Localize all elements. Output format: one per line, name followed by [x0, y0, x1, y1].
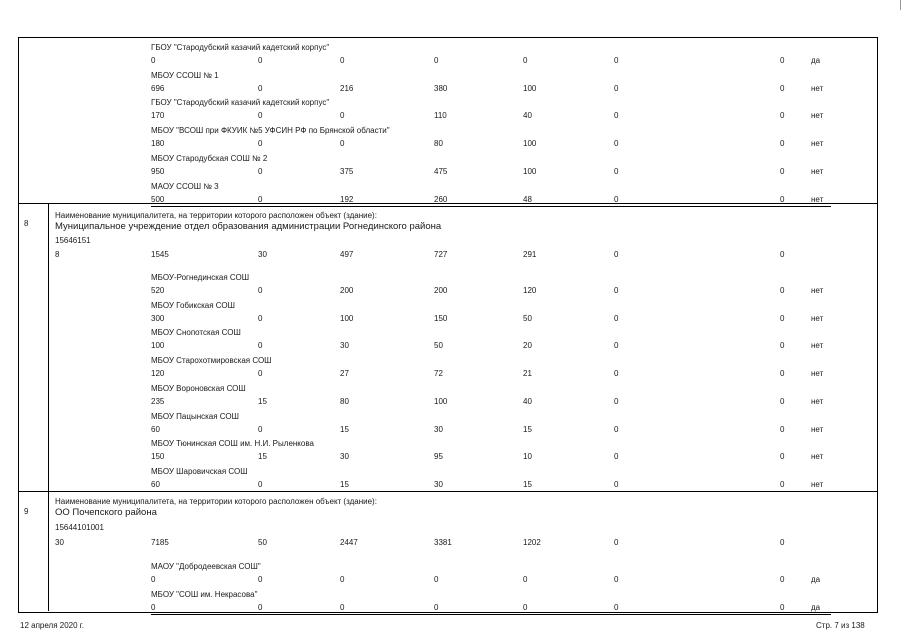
row-name: МБОУ Гобикская СОШ: [151, 300, 235, 310]
organization-name: Муниципальное учреждение отдел образования администрации Рогнединского района: [55, 221, 442, 232]
total-value: 0: [780, 538, 785, 547]
row-value: 0: [258, 369, 263, 379]
row-value: 0: [614, 56, 619, 65]
footer-page-number: Стр. 7 из 138: [816, 621, 865, 630]
row-value: 0: [780, 369, 785, 379]
row-value: 0: [780, 575, 785, 584]
total-value: 3381: [434, 538, 452, 547]
organization-code: 15646151: [55, 236, 91, 245]
total-value: 727: [434, 250, 448, 259]
row-value: 0: [780, 341, 785, 351]
row-value: 48: [523, 194, 532, 204]
row-value: 0: [258, 602, 263, 612]
row-flag: нет: [811, 396, 824, 406]
row-value: 0: [780, 139, 785, 149]
row-name: ГБОУ "Стародубский казачий кадетский корпус": [151, 98, 330, 108]
row-name: МБОУ-Рогнединская СОШ: [151, 273, 250, 282]
row-value: 192: [340, 194, 354, 204]
row-value: 100: [523, 83, 537, 93]
row-name: МБОУ Вороновская СОШ: [151, 383, 246, 393]
row-value: 100: [151, 341, 165, 351]
row-value: 0: [151, 56, 156, 65]
row-value: 0: [780, 286, 785, 295]
row-value: 0: [258, 424, 263, 434]
row-flag: да: [811, 56, 821, 65]
row-value: 0: [780, 83, 785, 93]
row-value: 100: [523, 139, 537, 149]
section-number: 8: [24, 219, 29, 228]
row-value: 0: [614, 396, 619, 406]
row-value: 0: [258, 341, 263, 351]
row-value: 80: [340, 396, 349, 406]
row-value: 27: [340, 369, 349, 379]
row-value: 170: [151, 111, 165, 121]
row-flag: нет: [811, 452, 824, 462]
row-flag: нет: [811, 111, 824, 121]
row-flag: нет: [811, 83, 824, 93]
total-value: 0: [780, 250, 785, 259]
row-value: 60: [151, 479, 160, 489]
row-value: 0: [780, 313, 785, 323]
row-value: 216: [340, 83, 354, 93]
total-value: 30: [55, 538, 64, 547]
total-value: 291: [523, 250, 537, 259]
row-value: 0: [780, 479, 785, 489]
row-flag: нет: [811, 166, 824, 176]
row-value: 0: [780, 111, 785, 121]
row-name: МАОУ ССОШ № 3: [151, 181, 219, 191]
row-value: 20: [523, 341, 532, 351]
section-label: Наименование муниципалитета, на территории которого расположен объект (здание):: [55, 497, 377, 506]
row-value: 80: [434, 139, 443, 149]
total-value: 0: [614, 538, 619, 547]
row-name: МБОУ "ВСОШ при ФКУИК №5 УФСИН РФ по Брянской области": [151, 126, 390, 136]
row-value: 0: [151, 602, 156, 612]
row-value: 0: [340, 56, 345, 65]
row-value: 50: [523, 313, 532, 323]
row-value: 0: [780, 56, 785, 65]
row-value: 475: [434, 166, 448, 176]
section-divider: [18, 203, 877, 204]
row-value: 180: [151, 139, 165, 149]
row-flag: нет: [811, 286, 824, 295]
row-value: 0: [340, 111, 345, 121]
row-name: МБОУ Тюнинская СОШ им. Н.И. Рыленкова: [151, 439, 314, 449]
row-value: 0: [523, 56, 528, 65]
row-value: 0: [258, 194, 263, 204]
row-flag: нет: [811, 424, 824, 434]
row-name: МБОУ Старохотмировская СОШ: [151, 356, 272, 366]
row-value: 40: [523, 111, 532, 121]
total-value: 1202: [523, 538, 541, 547]
total-value: 2447: [340, 538, 358, 547]
row-value: 0: [614, 111, 619, 121]
total-value: 497: [340, 250, 354, 259]
row-value: 0: [780, 602, 785, 612]
row-value: 0: [614, 575, 619, 584]
row-value: 15: [523, 424, 532, 434]
row-underline: [151, 614, 831, 615]
row-flag: да: [811, 602, 821, 612]
row-value: 0: [614, 83, 619, 93]
row-value: 0: [258, 111, 263, 121]
row-value: 0: [614, 166, 619, 176]
row-value: 520: [151, 286, 165, 295]
total-value: 50: [258, 538, 267, 547]
section-number: 9: [24, 507, 29, 516]
row-name: МБОУ Пацынская СОШ: [151, 411, 239, 421]
row-value: 0: [258, 575, 263, 584]
row-value: 40: [523, 396, 532, 406]
row-value: 30: [434, 424, 443, 434]
section-label: Наименование муниципалитета, на территории которого расположен объект (здание):: [55, 211, 377, 220]
row-value: 0: [258, 313, 263, 323]
row-value: 15: [258, 396, 267, 406]
row-value: 0: [151, 575, 156, 584]
row-value: 500: [151, 194, 165, 204]
row-value: 950: [151, 166, 165, 176]
row-name: МАОУ "Добродеевская СОШ": [151, 562, 261, 571]
row-value: 0: [614, 139, 619, 149]
row-value: 0: [258, 286, 263, 295]
row-name: ГБОУ "Стародубский казачий кадетский корпус": [151, 43, 330, 52]
row-underline: [151, 206, 831, 207]
row-value: 150: [434, 313, 448, 323]
row-value: 0: [614, 313, 619, 323]
row-value: 15: [258, 452, 267, 462]
row-value: 0: [258, 83, 263, 93]
row-name: МБОУ ССОШ № 1: [151, 70, 219, 80]
row-value: 380: [434, 83, 448, 93]
row-value: 10: [523, 452, 532, 462]
row-value: 95: [434, 452, 443, 462]
total-value: 30: [258, 250, 267, 259]
row-value: 0: [614, 602, 619, 612]
row-value: 0: [434, 56, 439, 65]
row-value: 0: [614, 341, 619, 351]
row-value: 0: [340, 602, 345, 612]
row-value: 30: [434, 479, 443, 489]
row-value: 0: [434, 602, 439, 612]
row-value: 0: [614, 452, 619, 462]
row-value: 100: [434, 396, 448, 406]
row-value: 0: [614, 369, 619, 379]
row-value: 0: [434, 575, 439, 584]
footer-date: 12 апреля 2020 г.: [20, 621, 84, 630]
page-edge-mark: [900, 0, 901, 10]
row-flag: нет: [811, 341, 824, 351]
row-value: 0: [340, 139, 345, 149]
row-value: 150: [151, 452, 165, 462]
row-value: 0: [780, 166, 785, 176]
row-value: 60: [151, 424, 160, 434]
row-value: 0: [614, 479, 619, 489]
row-value: 0: [780, 424, 785, 434]
row-value: 0: [614, 194, 619, 204]
row-value: 15: [340, 424, 349, 434]
row-value: 200: [434, 286, 448, 295]
row-value: 0: [523, 575, 528, 584]
row-value: 200: [340, 286, 354, 295]
row-value: 30: [340, 452, 349, 462]
row-underline: [151, 491, 831, 492]
row-value: 0: [614, 424, 619, 434]
row-name: МБОУ Стародубская СОШ № 2: [151, 153, 268, 163]
row-value: 100: [523, 166, 537, 176]
organization-code: 15644101001: [55, 523, 104, 532]
total-value: 0: [614, 250, 619, 259]
row-name: МБОУ Шаровичская СОШ: [151, 466, 248, 476]
row-value: 0: [780, 452, 785, 462]
row-flag: нет: [811, 139, 824, 149]
row-value: 120: [151, 369, 165, 379]
row-value: 0: [780, 194, 785, 204]
row-value: 375: [340, 166, 354, 176]
row-value: 30: [340, 341, 349, 351]
total-value: 8: [55, 250, 60, 259]
row-name: МБОУ "СОШ им. Некрасова": [151, 589, 258, 599]
total-value: 1545: [151, 250, 169, 259]
row-value: 50: [434, 341, 443, 351]
row-value: 15: [523, 479, 532, 489]
number-column-divider: [48, 204, 49, 491]
row-flag: нет: [811, 479, 824, 489]
row-value: 696: [151, 83, 165, 93]
row-value: 0: [614, 286, 619, 295]
row-value: 0: [258, 139, 263, 149]
row-value: 21: [523, 369, 532, 379]
row-name: МБОУ Снопотская СОШ: [151, 328, 241, 338]
row-value: 0: [258, 56, 263, 65]
row-value: 0: [340, 575, 345, 584]
organization-name: ОО Почепского района: [55, 507, 157, 518]
total-value: 7185: [151, 538, 169, 547]
row-value: 0: [258, 479, 263, 489]
row-value: 15: [340, 479, 349, 489]
row-value: 300: [151, 313, 165, 323]
row-flag: нет: [811, 194, 824, 204]
number-column-divider: [48, 492, 49, 611]
row-flag: нет: [811, 369, 824, 379]
row-value: 235: [151, 396, 165, 406]
row-flag: нет: [811, 313, 824, 323]
row-flag: да: [811, 575, 821, 584]
row-value: 100: [340, 313, 354, 323]
row-value: 260: [434, 194, 448, 204]
row-value: 0: [523, 602, 528, 612]
row-value: 120: [523, 286, 537, 295]
row-value: 0: [780, 396, 785, 406]
row-value: 72: [434, 369, 443, 379]
table-frame: [18, 37, 878, 613]
row-value: 0: [258, 166, 263, 176]
row-value: 110: [434, 111, 447, 121]
